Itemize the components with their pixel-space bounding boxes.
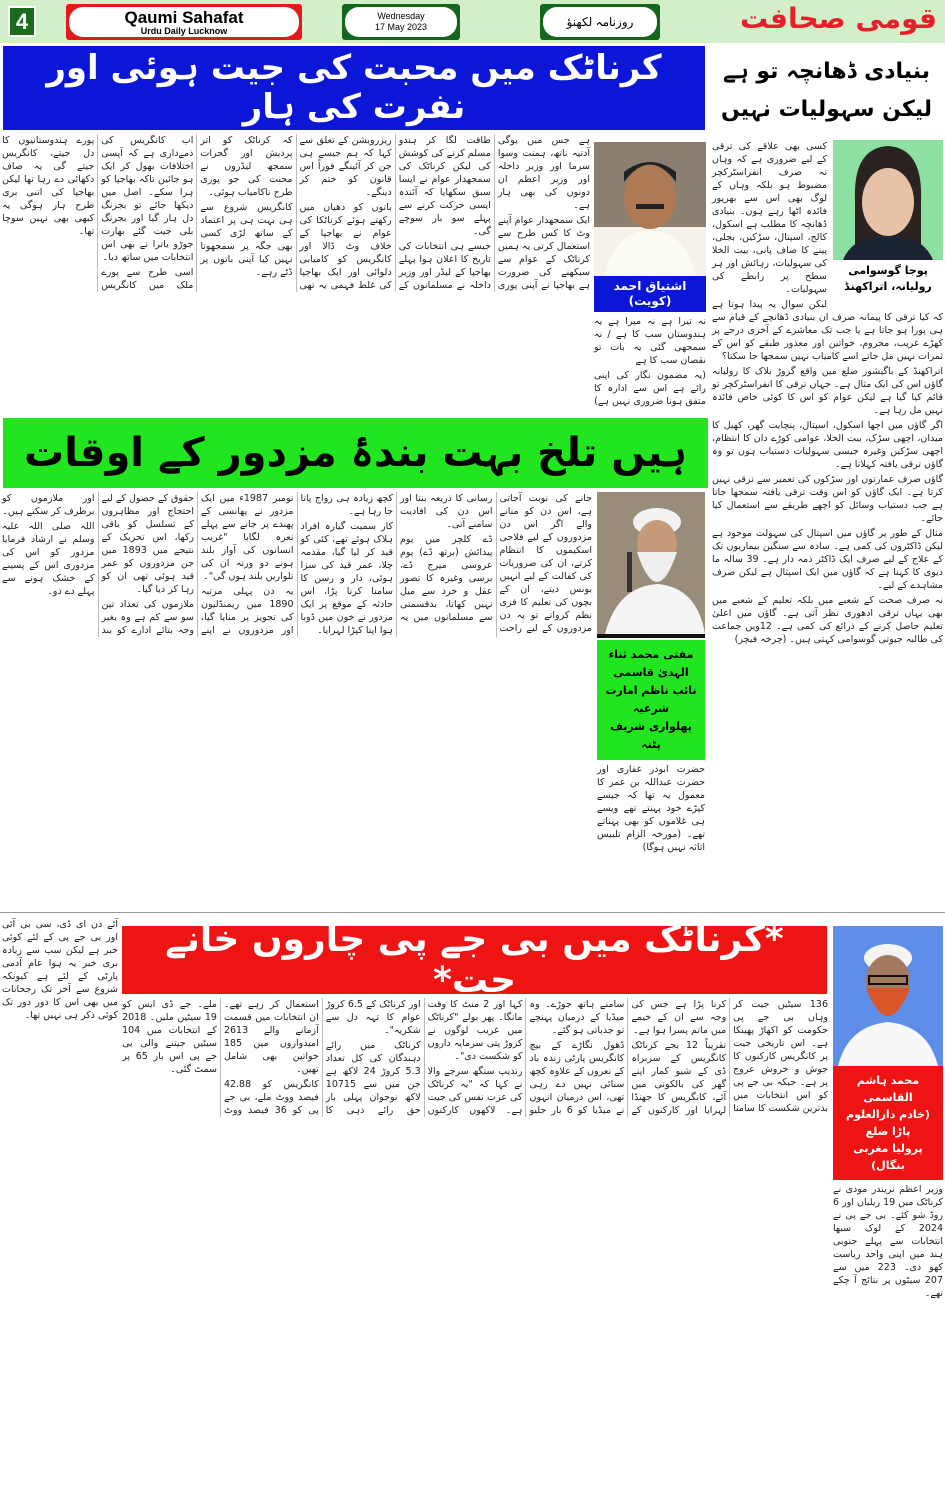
weekday: Wednesday [377,11,425,21]
author-caption-ishtiyaq: اشتیاق احمد (کویت) [594,276,706,312]
paragraph: اب کانگریس کی ذمےداری ہے کہ آپسی اختلافات بھول کر ایک ہو جائیں تاکہ بھاجپا کو ہرا سکے۔ اصل میں دیکھا جائے تو بجرنگ دل ہار گیا اور بجرنگ بلی جیت گئے بھارت جوڑو یاترا نے بھی اس انتخابات میں ساتھ دیا۔ [101,135,194,263]
paragraph: اتراکھنڈ کے باگیشور ضلع میں واقع گروڑ بلاک کا رولیانہ گاؤں اس کی ایک مثال ہے۔ جہاں ترقی کا انفراسٹرکچر تو قائم کیا گیا ہے لیکن عوام کو اس کا کوئی خاص فائدہ نہیں مل رہا ہے۔ [712,366,943,416]
paragraph: مثال کے طور پر گاؤں میں اسپتال کی سہولت موجود ہے لیکن ڈاکٹروں کی کمی ہے۔ سادہ سے سنگین بیماریوں تک کے علاج کے لیے صرف ایک ڈاکٹر ذمہ دار ہے۔ 39 سالہ ما دیوی کا کہنا ہے کہ گاؤں میں ایک اسپتال ہے لیکن صرف مشاہدے کے لیے۔ [712,528,943,591]
paragraph: لیکن سوال یہ پیدا ہوتا ہے کہ کیا ترقی کا پیمانہ صرف ان بنیادی ڈھانچے کے قیام سے ہی پورا ہو جاتا ہے یا جب تک معاشرے کے آخری درجے پر کھڑے غریب، محروم، خواتین اور معذور طبقے کو اس کے ثمرات نہیں مل جاتے اسے کامیاب نہیں سمجھا جا سکتا؟ [712,299,943,362]
date-box [342,4,460,40]
paragraph: جانے کی نوبت آجاتی ہے، اس دن کو منانے والے اگر اس دن مزدوروں کے لیے فلاحی اسکیموں کا انتظام کرتے، ان کی ضروریات کی کفالت کے لیے انہیں بونس دیتے، ان کے بچوں کی تعلیم کا فری نظم کرواتے تو یہ دن مزدوروں کے لیے راحت رسانی کا ذریعہ بنتا اور اس دن کی افادیت سامنے آتی۔ [400,493,592,634]
paragraph: کرناٹک میں رائے دہندگان کی کل تعداد 5.3 کروڑ 24 لاکھ ہے جن میں سے 10715 لاکھ نوجوان پہلی بار حق رائے دہی کا استعمال کر رہے تھے۔ ان انتخابات میں قسمت آزمانے والے 2613 امیدواروں میں 185 خواتین بھی شامل تھیں۔ [223,999,421,1116]
paragraph: باتوں کو دھیان میں رکھتے ہوئے کرناٹکا کی عوام نے بھاجپا کے خلاف وٹ ڈالا اور کانگریس کو کامیابی دلوائی اور ایک بھاجپا کی غلط فہمی یہ تھی کہ کرناٹک کو اتر پردیش اور گجرات سمجھ لیڈروں نے محنت کی جو پوری طرح ناکامیاب ہوئی۔ [200,135,392,291]
brand-subtitle: Urdu Daily Lucknow [140,25,228,36]
infrastructure-figure [833,140,943,298]
page-number: 4 [8,6,36,37]
photo-divider [597,634,705,638]
caption-line: (خادم دارالعلوم پاڑا ضلع [846,1108,930,1138]
article-infrastructure-body [712,140,943,648]
paragraph: نہ صرف صحت کے شعبے میں بلکہ تعلیم کے شعبے میں بھی یہاں ترقی ادھوری نظر آتی ہے۔ گاؤں میں اعلیٰ تعلیم حاصل کرنے کے ذرائع کی کمی ہے۔ 12ویں جماعت کی طالبہ جیوتی گوسوامی کہتی ہیں۔ (چرخہ فیچر) [712,595,943,645]
article-bjp-right-column [833,1183,943,1302]
headline-infrastructure: بنیادی ڈھانچہ تو ہے لیکن سہولیات نہیں [720,59,932,122]
caption-hashim [833,1066,943,1180]
paragraph: نومبر 1987ء میں ایک مزدور نے پھانسی کے پھندے پر جانے سے پہلے نعرہ لگایا "غریب انسانوں کی آواز بلند ہونے دو ورنہ ان کی تلواریں بلند ہوں گی"۔ [201,493,294,582]
paragraph: گاؤں صرف عمارتوں اور سڑکوں کی تعمیر سے ترقی نہیں کرتا ہے۔ ایک گاؤں کو اس وقت ترقی یافتہ سمجھا جاتا ہے جب دستیاب وسائل کو اچھے طریقے سے استعمال کیا جائے۔ [712,474,943,524]
article-bjp-left-column [2,918,118,1024]
paragraph: اللہ صلی اللہ علیہ وسلم نے ارشاد فرمایا مزدور کو اس کی مزدوری اس کے پسینے کے خشک ہونے سے پہلے دے دو۔ [2,521,95,597]
paragraph: یہ دن پہلی مرتبہ 1890 میں ریمنڈلیون کی تجویز پر منایا گیا، اور مزدوروں نے اپنے حقوق کے حصول کے لیے احتجاج اور مظاہروں کے تسلسل کو باقی رکھا، اس تحریک کے نتیجے میں 1893 میں جن مزدوروں کو عمر قید ہوئی تھی ان کو رہا کر دیا گیا۔ [101,493,294,636]
bjp-side-strip [833,926,943,1302]
roznama-box [540,4,660,40]
article-labour-continued [597,763,705,856]
caption-pooja [833,260,943,298]
paragraph: حضرت ابوذر غفاری اور حضرت عبداللہ بن عمر کا معمول یہ تھا کہ جیسے کپڑے خود پہنتے تھے ویسے ہی غلاموں کو بھی پہناتے تھے۔ (مورخہ الزام تلبیس اثاثہ نہیں ہوگا) [597,764,705,853]
author-photo-sanaul-huda [597,492,705,634]
caption-sanaul-huda [597,640,705,760]
karnataka-side-strip [594,142,706,410]
paragraph: (یہ مضمون نگار کی اپنی رائے ہے اس سے ادارہ کا متفق ہونا ضروری نہیں ہے) [594,370,706,407]
paragraph: وزیر اعظم نریندر مودی نے کرناٹک میں 19 ریلیاں اور 6 روڈ شو کئے۔ بی جے پی نے 2024 کے لوک سبھا انتخابات سے پہلے جنوبی ہند میں اپنی واحد ریاست کھو دی۔ 223 میں سے 207 سیٹوں پر نتائج آ چکے تھے۔ [833,1184,943,1299]
labour-side-strip [597,492,705,856]
caption-line: محمد ہاشم القاسمی [856,1074,920,1104]
paragraph: ملازموں کی تعداد تین سو سے کم ہے وہ بغیر وجہ بتائے ادارے کو بند اور ملازموں کو برطرف کر سکتے ہیں۔ [2,493,194,636]
paragraph: ہے جس میں یوگی آدتیہ ناتھ، ہمنت وسوا سرما اور وزیر داخلہ اور وزیر اعظم ان دونوں کی بھی ہار ہے۔ [497,135,590,211]
person-photo-icon [833,926,943,1066]
paragraph: کار سمیت گیارہ افراد ہلاک ہوئے تھے، کئی کو قید کر لیا گیا، مقدمہ چلا، عمر قید کی سزا ہوئی، دار و رسن کا سامنا کرنا پڑا، اس حادثہ کے موقع پر ایک مزدور نے خون میں ڈوبا ہوا اپنا کپڑا لہرایا۔ [300,521,393,636]
person-photo-icon [833,140,943,260]
paragraph: ایک سمجھدار عوام آپنے وٹ کا کس طرح سے استعمال کرتی یہ ہمیں کرناٹک کے عوام سے سیکھنے کی ضرورت ہے بھاجپا نے آپنی پوری طاقت لگا کر ہندو مسلم کرنے کی کوشش کی لیکن کرناٹک کی سمجھدار عوام نے ایسا سبق سکھایا کہ آئندہ ایسی حرکت کرنے سے پہلے سو بار سوچے گی۔ [398,135,590,291]
article-labour-body [2,492,592,637]
person-photo-icon [597,492,705,634]
headline-karnataka-love: کرناٹک میں محبت کی جیت ہوئی اور نفرت کی ہار [3,46,705,130]
paragraph: اگر گاؤں میں اچھا اسکول، اسپتال، پنچایت گھر، کھیل کا میدان، اچھی سڑک، بیت الخلا، عوامی کوڑے دان کا انتظام، اچھی سڑکیں وغیرہ جیسی سہولیات دستیاب ہوں تو وہ گاؤں ترقی یافتہ کہلاتا ہے۔ [712,420,943,470]
paragraph: تقریباً 12 بجے کرناٹک کانگریس کے سربراہ ڈی کے شیو کمار اپنے گھر کی بالکونی میں آئے، کانگریس کا جھنڈا لہرایا اور کارکنوں کے سامنے ہاتھ جوڑے۔ وہ میڈیا کے درمیان پہنچے تو جذباتی ہو گئے۔ [529,999,727,1116]
paragraph: کانگریس شروع سے ہی بہت ہی پر اعتماد کے ساتھ لڑی کسی بھی جگہ پر سمجھوتا نہیں کیا آپنی باتوں پر ڈٹے رہے۔ [200,202,293,278]
newspaper-logo: قومی صحافت [739,2,937,35]
author-photo-ishtiyaq [594,142,706,276]
paragraph: کانگریس کو 42.88 فیصد ووٹ ملے، بی جے پی کو 36 فیصد ووٹ ملے۔ جے ڈی ایس کو 19 سیٹیں ملیں۔ 2018 کے انتخابات میں 104 سیٹیں جیتنے والی بی جے پی اس بار 65 پر سمٹ گئی۔ [122,999,319,1116]
caption-name: پوجا گوسوامی [848,264,928,277]
brand-name: Qaumi Sahafat [124,7,244,27]
person-photo-icon [594,142,706,276]
caption-line: مفتی محمد ثناء الہدیٰ قاسمی [608,648,694,679]
date: 17 May 2023 [374,22,428,32]
caption-line: نائب ناظم امارت شرعیہ [605,684,697,715]
author-photo-pooja [833,140,943,260]
headline-bjp-defeat: *کرناٹک میں بی جے پی چاروں خانے چت* [122,926,827,994]
paragraph: رندیپ سنگھ سرجے والا نے کہا کہ "یہ کرناٹک کی عزت نفس کی جیت ہے۔ لاکھوں کارکنوں اور کرناٹک کے 6.5 کروڑ عوام کا تہہ دل سے شکریہ"۔ [325,999,523,1116]
paragraph: ڈے کلچر میں یوم پیدائش (برتھ ڈے) یوم عروسی میرج ڈے، برسی وغیرہ کا تصور عقل و خرد سے میل نہیں کھاتا، بدقسمتی سے مسلمانوں میں یہ کچھ زیادہ ہی رواج پاتا جا رہا ہے۔ [300,493,493,623]
article-karnataka-continued [594,315,706,410]
author-photo-hashim [833,926,943,1066]
paragraph: آئے دن ای ڈی، سی بی آئی اور بی جے پی کے لئے کوئی خبر ہے لیکن سب سے زیادہ بری خبر یہ ہوا عام آدمی پارٹی کے لئے ہے کیونکہ شروع سے آخر تک رجحانات میں بھی اس کا دور دور تک کوئی ذکر ہی نہیں تھا۔ [2,919,118,1021]
paragraph: اسی طرح سے پورے ملک میں کانگریس پورے ہندوستانیوں کا دل جیتے، کانگریس جیتے گی یہ صاف دکھائی دے رہا تھا لیکن بھاجپا کی اتنی بری طرح ہار ہوگی یہ کبھی بھی نہیں سوچا تھا۔ [2,135,194,291]
headline-labour: ہیں تلخ بہت بندۂ مزدور کے اوقات [3,418,708,488]
caption-place: رولیانہ، اتراکھنڈ [844,280,932,293]
roznama-label: روزنامہ لکھنؤ [566,15,634,29]
article-karnataka-body [2,134,590,292]
section-divider [0,912,945,913]
brand-box [66,4,302,40]
paragraph: کسی بھی علاقے کی ترقی کے لیے ضروری ہے کہ وہاں نہ صرف انفراسٹرکچر مضبوط ہو بلکہ وہاں کے لوگ بھی اس سے بھرپور فائدہ اٹھا رہے ہوں۔ بنیادی ڈھانچہ کا مطلب ہے اسکول، کالج، اسپتال، سڑکیں، بجلی، پینے کا صاف پانی، بیت الخلا کی سہولیات، رہائش اور ہر سطح پر رابطے کی سہولیات۔ [712,141,827,295]
paragraph: نہ تیرا ہے نہ میرا ہے یہ ہندوستان سب کا ہے / نہ سمجھی گئی یہ بات تو نقصان سب کا ہے [594,316,706,366]
paragraph: ڈھول نگاڑے کے بیچ کانگریس پارٹی زندہ باد کے نعروں کے علاوہ کچھ سنائی نہیں دے رہی تھی، اس درمیان انہوں نے میڈیا کو 6 بار جلیو کہا اور 2 منٹ کا وقت مانگا۔ پھر بولے "کرناٹک میں غریب لوگوں نے کروڑ پتی سرمایہ داروں کو شکست دی"۔ [427,999,625,1116]
article-bjp-body [122,998,828,1117]
caption-line: پھلواری شریف پٹنہ [610,720,692,751]
paragraph: جیسے ہی انتخابات کی تاریخ کا اعلان ہوا پہلے بھاجپا کے لیڈر اور وزیر داخلہ نے مسلمانوں کے ریزرویشن کے تعلق سے کہا کہ ہم جیسے ہی جن کر آئینگے فوراً اس قانون کو ختم کر دینگے۔ [299,135,491,291]
caption-line: پرولیا مغربی بنگال) [853,1142,923,1172]
paragraph: 136 سیٹیں جیت کر وہاں بی جے پی حکومت کو اکھاڑ پھینکا ہے۔ اس تاریخی جیت پر کانگریس کارکنوں کا جوش و خروش عروج پر ہے۔ جبکہ بی جے پی کو اس انتخابات میں بدترین شکست کا سامنا کرنا پڑا ہے جس کی وجہ سے ان کے خیمے میں ماتم پسرا ہوا ہے۔ [631,999,828,1114]
